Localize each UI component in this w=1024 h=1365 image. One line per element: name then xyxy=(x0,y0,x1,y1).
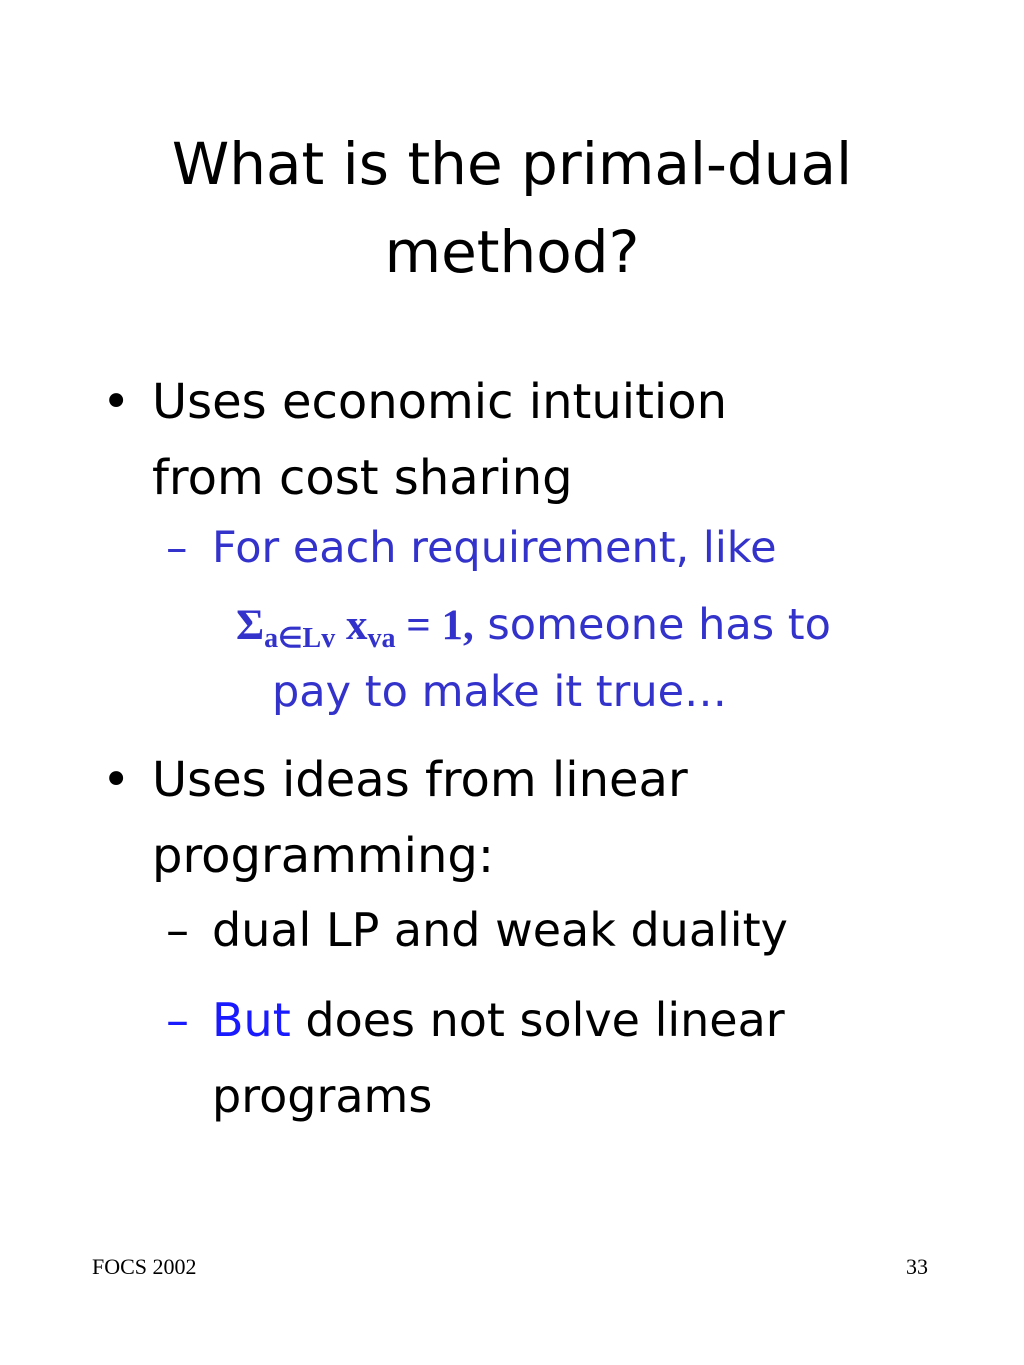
sub-bullet-requirement xyxy=(166,515,777,581)
footer-left: FOCS 2002 xyxy=(92,1254,197,1279)
equals-one: = 1, xyxy=(395,602,474,649)
sigma-subscript: a∈Lv xyxy=(264,623,336,654)
x-subscript: va xyxy=(367,623,396,654)
bullet-linear-programming xyxy=(102,742,688,894)
dual-text: dual LP and weak duality xyxy=(212,903,788,957)
title-line-2: method? xyxy=(384,218,640,286)
formula-line xyxy=(236,592,831,659)
bullet-economic-intuition xyxy=(102,364,728,516)
bullet-mark: • xyxy=(102,752,131,808)
sub-line-3 xyxy=(272,659,727,725)
slide-title xyxy=(60,120,964,296)
but-line-2: programs xyxy=(212,1069,433,1123)
bullet-line-1: Uses ideas from linear xyxy=(152,752,688,808)
x-variable: x xyxy=(335,602,368,649)
formula-trailing-text: someone has to xyxy=(473,600,831,650)
bullet-line-2: from cost sharing xyxy=(152,450,573,506)
title-line-1: What is the primal-dual xyxy=(171,130,853,198)
bullet-line-1: Uses economic intuition xyxy=(152,374,728,430)
sub-line-1: For each requirement, like xyxy=(212,523,777,573)
slide-number: 33 xyxy=(906,1254,928,1279)
dash-mark: – xyxy=(166,993,189,1047)
sub-bullet-dual-lp xyxy=(166,892,788,968)
but-word: But xyxy=(212,993,291,1047)
but-rest: does not solve linear xyxy=(290,993,785,1047)
sigma-symbol: Σ xyxy=(236,602,265,649)
bullet-line-2: programming: xyxy=(152,828,495,884)
sub-bullet-but xyxy=(166,982,785,1134)
dash-mark: – xyxy=(166,523,188,573)
bullet-mark: • xyxy=(102,374,131,430)
dash-mark: – xyxy=(166,903,189,957)
pay-text: pay to make it true… xyxy=(272,667,728,717)
sum-formula xyxy=(236,602,474,654)
